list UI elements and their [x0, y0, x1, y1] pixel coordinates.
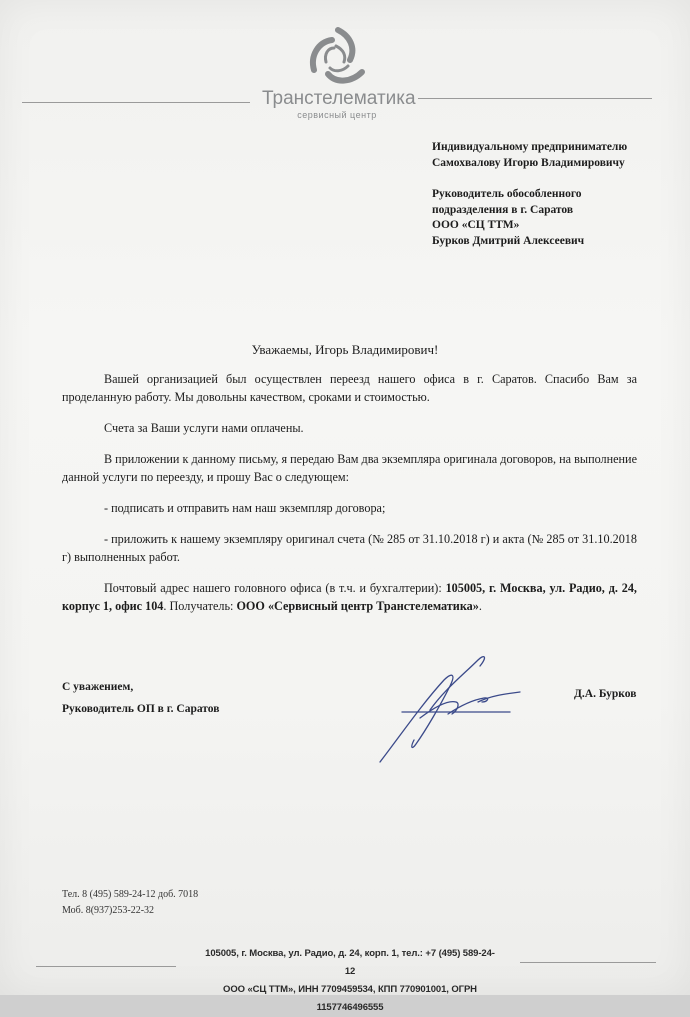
header-rule-right: [418, 98, 652, 99]
paragraph: В приложении к данному письму, я передаю Вам два экземпляра оригинала договоров, на выполнение данной услуги по переезду, и прошу Вас о следующем:: [62, 452, 637, 484]
recipient: ООО «Сервисный центр Транстелематика»: [236, 599, 479, 613]
sender-line: ООО «СЦ ТТМ»: [432, 219, 520, 231]
footer-requisites: ООО «СЦ ТТМ», ИНН 7709459534, КПП 770901001, ОГРН 1157746496555: [223, 984, 477, 1013]
mobile: Моб. 8(937)253-22-32: [62, 905, 155, 916]
signer-position: Руководитель ОП в г. Саратов: [62, 703, 220, 715]
addressee-block: [432, 140, 682, 249]
addressee-line: Индивидуальному предпринимателю: [432, 141, 628, 153]
sender-line: подразделения в г. Саратов: [432, 203, 574, 216]
phone: Тел. 8 (495) 589-24-12 доб. 7018: [62, 889, 199, 900]
regards: С уважением,: [62, 681, 134, 693]
list-item: - подписать и отправить нам наш экземпляр договора;: [104, 501, 386, 515]
closing-block: [62, 676, 219, 720]
signer-name: Д.А. Бурков: [574, 688, 637, 700]
paragraph: Вашей организацией был осуществлен переезд нашего офиса в г. Саратов. Спасибо Вам за проделанную работу. Мы довольны качеством, сроками и стоимостью.: [62, 372, 637, 404]
greeting: Уважаемы, Игорь Владимирович!: [251, 342, 439, 357]
sender-line: Руководитель обособленного: [432, 188, 582, 200]
address: 105005, г. Москва, ул. Радио, д. 24, корпус 1, офис 104: [62, 581, 637, 613]
sender-line: Бурков Дмитрий Алексеевич: [432, 234, 585, 247]
footer-rule-left: [36, 966, 176, 967]
list-item: - приложить к нашему экземпляру оригинал счета (№ 285 от 31.10.2018 г) и акта (№ 285 от 31.10.2018 г) выполненных работ.: [62, 532, 637, 564]
paragraph-address: Почтовый адрес нашего головного офиса (в т.ч. и бухгалтерии): 105005, г. Москва, ул. Радио, д. 24, корпус 1, офис 104. Получатель: ООО «Сервисный центр Транстелематика».: [62, 581, 637, 613]
contacts-block: [62, 887, 198, 919]
handwritten-signature-icon: [360, 640, 560, 780]
paragraph: Счета за Ваши услуги нами оплачены.: [104, 421, 304, 435]
company-logo-icon: [306, 26, 370, 90]
brand-subtitle: сервисный центр: [297, 110, 377, 120]
header-rule-left: [22, 102, 250, 103]
addressee-line: Самохвалову Игорю Владимировичу: [432, 156, 625, 169]
footer: [200, 945, 500, 1017]
footer-address: 105005, г. Москва, ул. Радио, д. 24, корп. 1, тел.: +7 (495) 589-24-12: [205, 948, 495, 977]
footer-rule-right: [520, 962, 656, 963]
brand-name: Транстелематика: [262, 88, 416, 109]
letter-body: [62, 370, 637, 628]
